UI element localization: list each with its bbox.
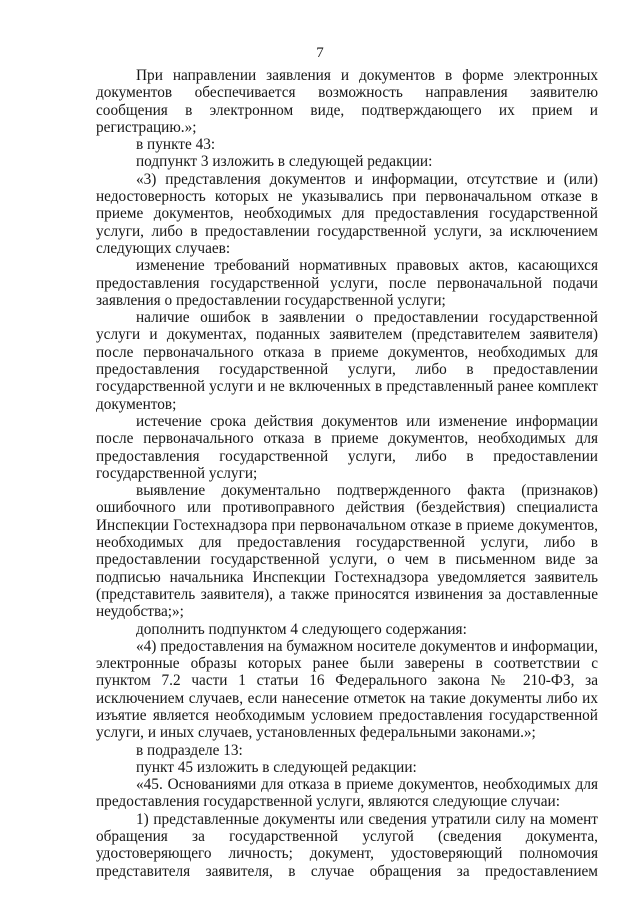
paragraph: выявление документально подтвержденного факта (признаков) ошибочного или противоправного действия (бездействия) специалиста Инспекции Гостехнадзора при первоначальном отказе в приеме документов, необходимых для предоставления государственной услуги, либо в предоставлении государственной услуги, о чем в письменном виде за подписью начальника Инспекции Гостехнадзора уведомляется заявитель (представитель заявителя), а также приносятся извинения за доставленные неудобства;»; bbox=[96, 482, 598, 621]
page-body bbox=[96, 67, 598, 880]
paragraph: «4) предоставления на бумажном носителе документов и информации, электронные образы которых ранее были заверены в соответствии с пунктом 7.2 части 1 статьи 16 Федерального закона № 210-ФЗ, за исключением случаев, если нанесение отметок на такие документы либо их изъятие является необходимым условием предоставления государственной услуги, и иных случаев, установленных федеральными законами.»; bbox=[96, 637, 598, 742]
paragraph: подпункт 3 изложить в следующей редакции: bbox=[136, 153, 433, 171]
page-number: 7 bbox=[316, 45, 324, 61]
paragraph: пункт 45 изложить в следующей редакции: bbox=[136, 758, 417, 776]
paragraph: истечение срока действия документов или изменение информации после первоначального отказа в приеме документов, необходимых для предоставления государственной услуги, либо в предоставлении государственной услуги; bbox=[96, 412, 598, 482]
paragraph: дополнить подпунктом 4 следующего содержания: bbox=[136, 620, 467, 638]
paragraph: в пункте 43: bbox=[136, 136, 216, 154]
paragraph: наличие ошибок в заявлении о предоставлении государственной услуги и документах, поданных заявителем (представителем заявителя) после первоначального отказа в приеме документов, необходимых для предоставления государственной услуги, либо в предоставлении государственной услуги и не включенных в представленный ранее комплект документов; bbox=[96, 309, 598, 413]
paragraph: 1) представленные документы или сведения утратили силу на момент обращения за государственной услугой (сведения документа, удостоверяющего личность; документ, удостоверяющий полномочия представителя заявителя, в случае обращения за предоставлением bbox=[96, 810, 598, 880]
paragraph: При направлении заявления и документов в форме электронных документов обеспечивается возможность направления заявителю сообщения в электронном виде, подтверждающего их прием и регистрацию.»; bbox=[96, 67, 598, 136]
paragraph: изменение требований нормативных правовых актов, касающихся предоставления государственной услуги, после первоначальной подачи заявления о предоставлении государственной услуги; bbox=[96, 257, 598, 309]
paragraph: в подразделе 13: bbox=[136, 741, 243, 759]
paragraph: «3) представления документов и информации, отсутствие и (или) недостоверность которых не указывались при первоначальном отказе в приеме документов, необходимых для предоставления государственной услуги, либо в предоставлении государственной услуги, за исключением следующих случаев: bbox=[96, 170, 598, 257]
paragraph: «45. Основаниями для отказа в приеме документов, необходимых для предоставления государственной услуги, являются следующие случаи: bbox=[96, 776, 598, 811]
